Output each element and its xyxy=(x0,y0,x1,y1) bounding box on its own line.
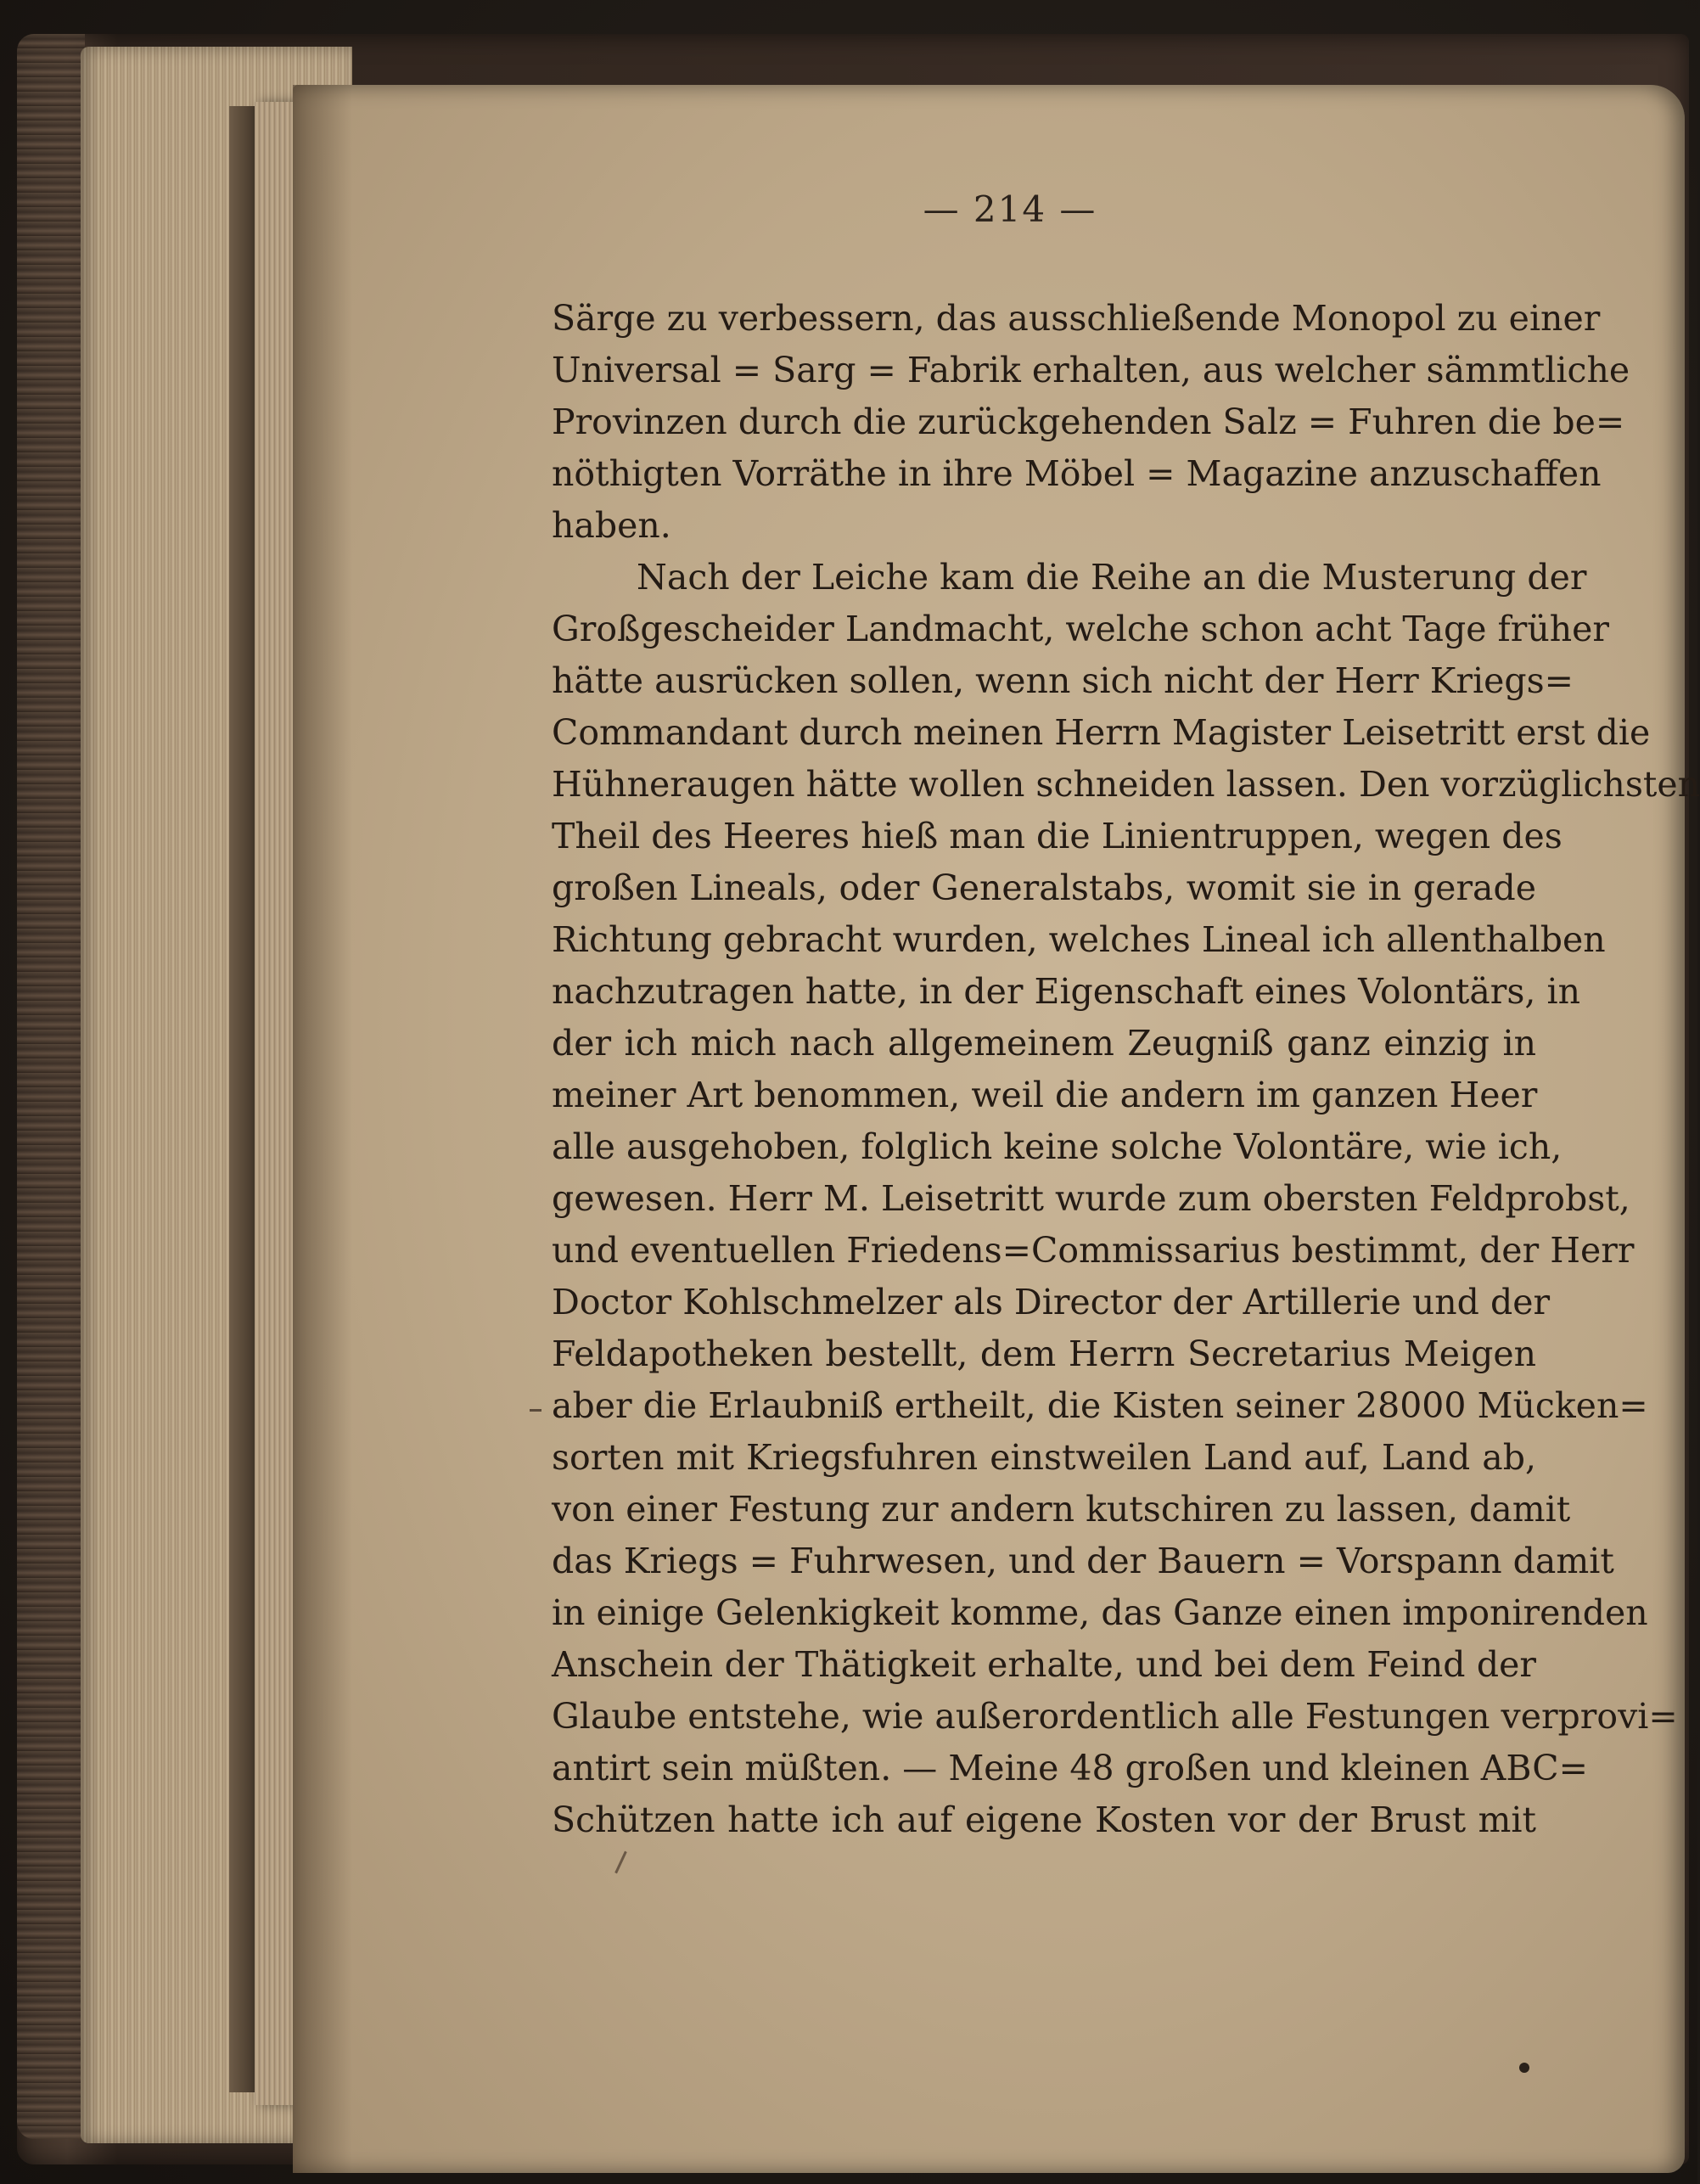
text-line: der ich mich nach allgemeinem Zeugniß ganz einzig in xyxy=(552,1023,1536,1064)
text-line: Glaube entstehe, wie außerordentlich alle Festungen verprovi= xyxy=(552,1696,1678,1737)
text-line: meiner Art benommen, weil die andern im ganzen Heer xyxy=(552,1075,1538,1115)
body-text xyxy=(552,293,1700,1846)
text-line: nöthigten Vorräthe in ihre Möbel = Magazine anzuschaffen xyxy=(552,453,1602,494)
text-line: Feldapotheken bestellt, dem Herrn Secretarius Meigen xyxy=(552,1333,1536,1374)
text-line: Hühneraugen hätte wollen schneiden lassen. Den vorzüglichsten xyxy=(552,764,1700,805)
text-line: alle ausgehoben, folglich keine solche Volontäre, wie ich, xyxy=(552,1126,1563,1167)
text-line: Provinzen durch die zurückgehenden Salz = Fuhren die be= xyxy=(552,401,1625,442)
text-line: gewesen. Herr M. Leisetritt wurde zum obersten Feldprobst, xyxy=(552,1178,1630,1219)
page-gutter xyxy=(293,85,352,2173)
text-line: antirt sein müßten. — Meine 48 großen und kleinen ABC= xyxy=(552,1748,1588,1788)
text-line: Richtung gebracht wurden, welches Lineal ich allenthalben xyxy=(552,919,1606,960)
text-line: Universal = Sarg = Fabrik erhalten, aus welcher sämmtliche xyxy=(552,350,1630,390)
text-line: von einer Festung zur andern kutschiren zu lassen, damit xyxy=(552,1489,1571,1530)
text-line: sorten mit Kriegsfuhren einstweilen Land auf, Land ab, xyxy=(552,1437,1536,1478)
text-line: das Kriegs = Fuhrwesen, und der Bauern = Vorspann damit xyxy=(552,1541,1614,1581)
text-line: Commandant durch meinen Herrn Magister Leisetritt erst die xyxy=(552,712,1651,753)
page-number: — 214 — xyxy=(923,188,1097,230)
text-line: aber die Erlaubniß ertheilt, die Kisten seiner 28000 Mücken= xyxy=(552,1385,1648,1426)
text-line: Särge zu verbessern, das ausschließende Monopol zu einer xyxy=(552,298,1601,339)
stray-mark xyxy=(1519,2063,1529,2073)
text-line: hätte ausrücken sollen, wenn sich nicht der Herr Kriegs= xyxy=(552,660,1574,701)
text-line: Schützen hatte ich auf eigene Kosten vor der Brust mit xyxy=(552,1799,1536,1840)
text-line: Theil des Heeres hieß man die Linientruppen, wegen des xyxy=(552,816,1563,856)
text-line: in einige Gelenkigkeit komme, das Ganze einen imponirenden xyxy=(552,1592,1648,1633)
book-spine-texture xyxy=(17,34,85,2139)
text-line: haben. xyxy=(552,505,671,546)
text-line: Anschein der Thätigkeit erhalte, und bei dem Feind der xyxy=(552,1644,1536,1685)
text-line: und eventuellen Friedens=Commissarius bestimmt, der Herr xyxy=(552,1230,1635,1271)
text-line: Großgescheider Landmacht, welche schon acht Tage früher xyxy=(552,609,1609,649)
stray-mark xyxy=(530,1409,541,1412)
text-line: Nach der Leiche kam die Reihe an die Musterung der xyxy=(637,557,1587,598)
text-line: großen Lineals, oder Generalstabs, womit sie in gerade xyxy=(552,867,1536,908)
text-line: nachzutragen hatte, in der Eigenschaft eines Volontärs, in xyxy=(552,971,1581,1012)
text-line: Doctor Kohlschmelzer als Director der Artillerie und der xyxy=(552,1282,1551,1322)
